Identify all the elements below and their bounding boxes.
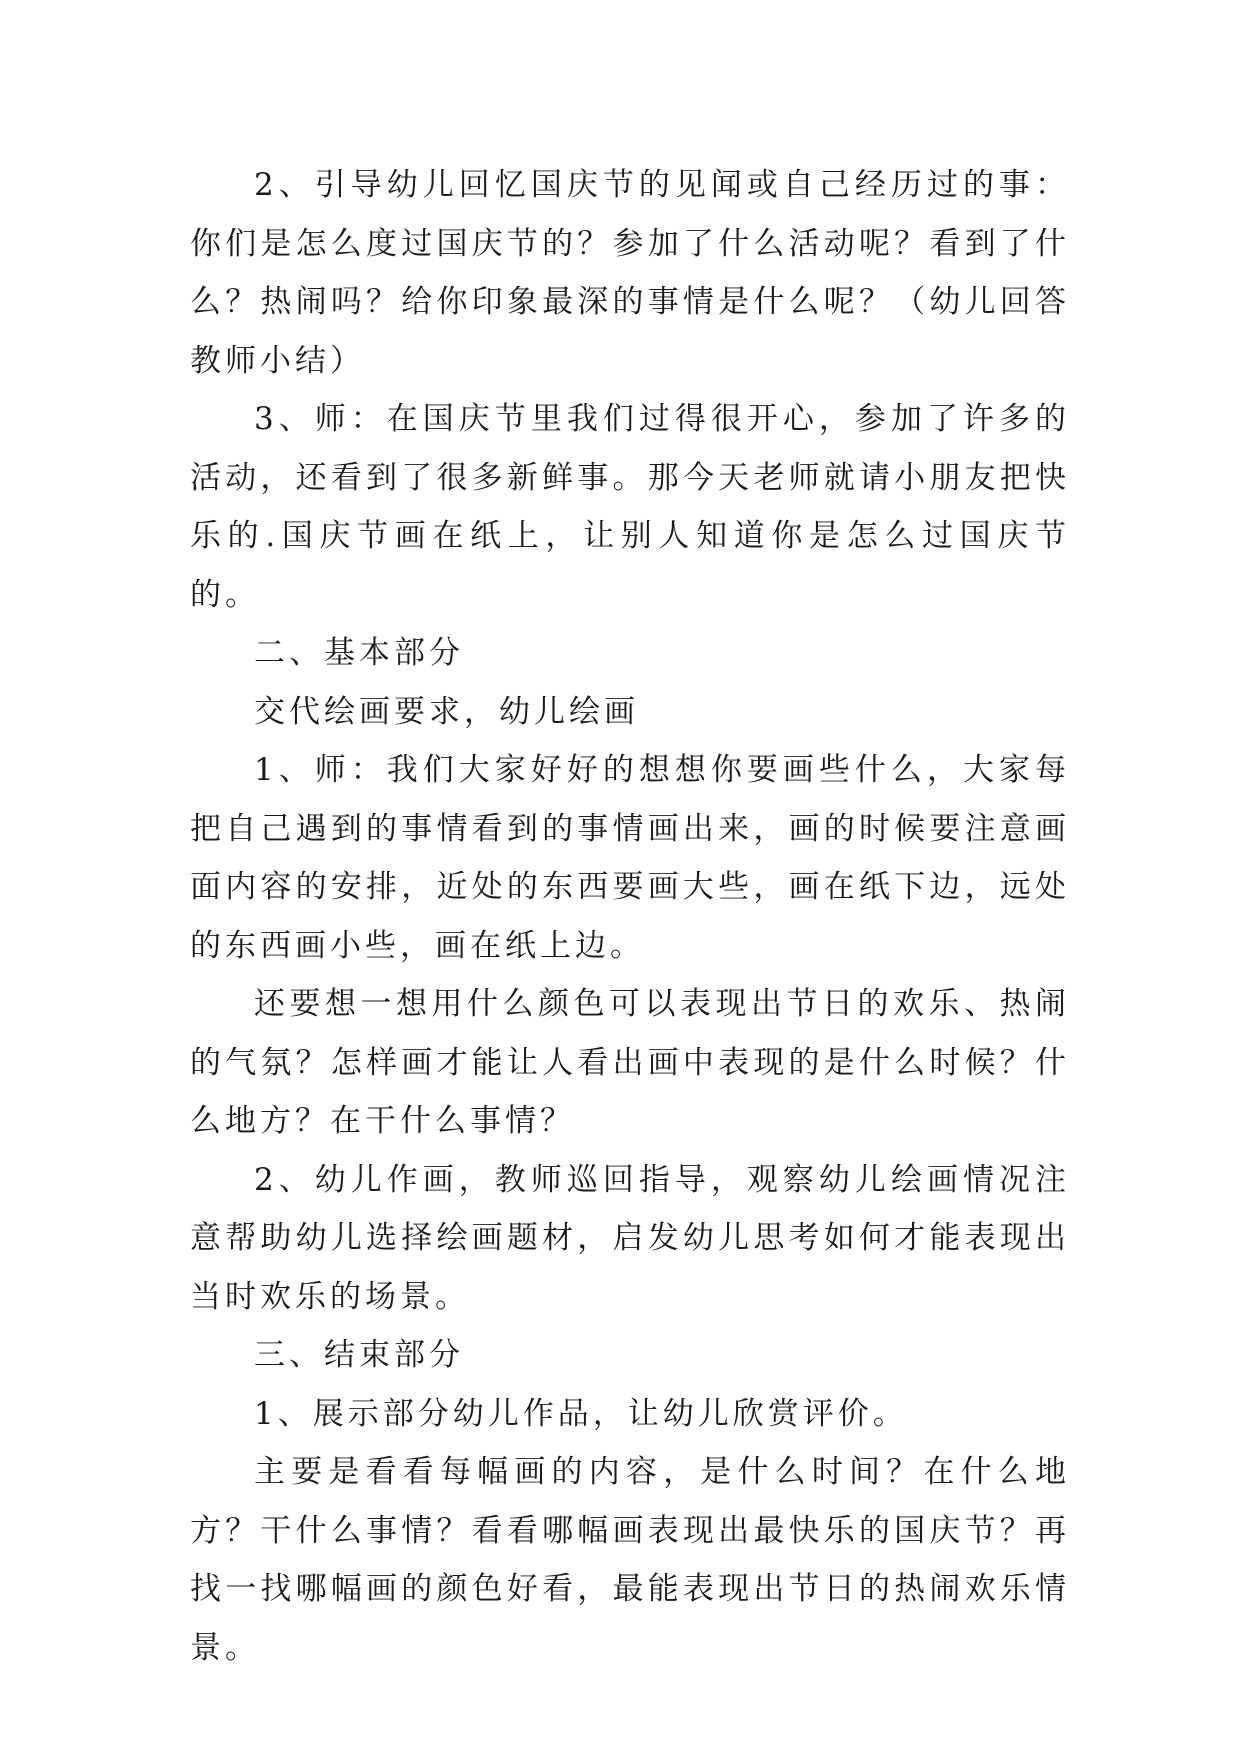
paragraph-show-works: 1、展示部分幼儿作品，让幼儿欣赏评价。 — [254, 1395, 908, 1432]
paragraph-review-question: 2、引导幼儿回忆国庆节的见闻或自己经历过的事：你们是怎么度过国庆节的？参加了什么活动呢？看到了什么？热闹吗？给你印象最深的事情是什么呢？（幼儿回答教师小结） — [190, 167, 1070, 379]
paragraph-evaluation: 主要是看看每幅画的内容，是什么时间？在什么地方？干什么事情？看看哪幅画表现出最快乐的国庆节？再找一找哪幅画的颜色好看，最能表现出节日的热闹欢乐情景。 — [190, 1454, 1070, 1666]
paragraph-teacher-intro: 3、师：在国庆节里我们过得很开心，参加了许多的活动，还看到了很多新鲜事。那今天老师就请小朋友把快乐的.国庆节画在纸上，让别人知道你是怎么过国庆节的。 — [190, 401, 1070, 613]
paragraph-teacher-instructions: 1、师：我们大家好好的想想你要画些什么，大家每把自己遇到的事情看到的事情画出来，画的时候要注意画面内容的安排，近处的东西要画大些，画在纸下边，远处的东西画小些，画在纸上边。 — [190, 752, 1070, 964]
section-heading-basic: 二、基本部分 — [254, 635, 464, 671]
document-body — [190, 156, 1070, 1677]
paragraph-drawing-requirements: 交代绘画要求，幼儿绘画 — [254, 693, 639, 730]
paragraph-children-drawing: 2、幼儿作画，教师巡回指导，观察幼儿绘画情况注意帮助幼儿选择绘画题材，启发幼儿思考如何才能表现出当时欢乐的场景。 — [190, 1161, 1070, 1315]
section-heading-ending: 三、结束部分 — [254, 1337, 464, 1373]
paragraph-color-guidance: 还要想一想用什么颜色可以表现出节日的欢乐、热闹的气氛？怎样画才能让人看出画中表现的是什么时候？什么地方？在干什么事情？ — [190, 986, 1070, 1139]
